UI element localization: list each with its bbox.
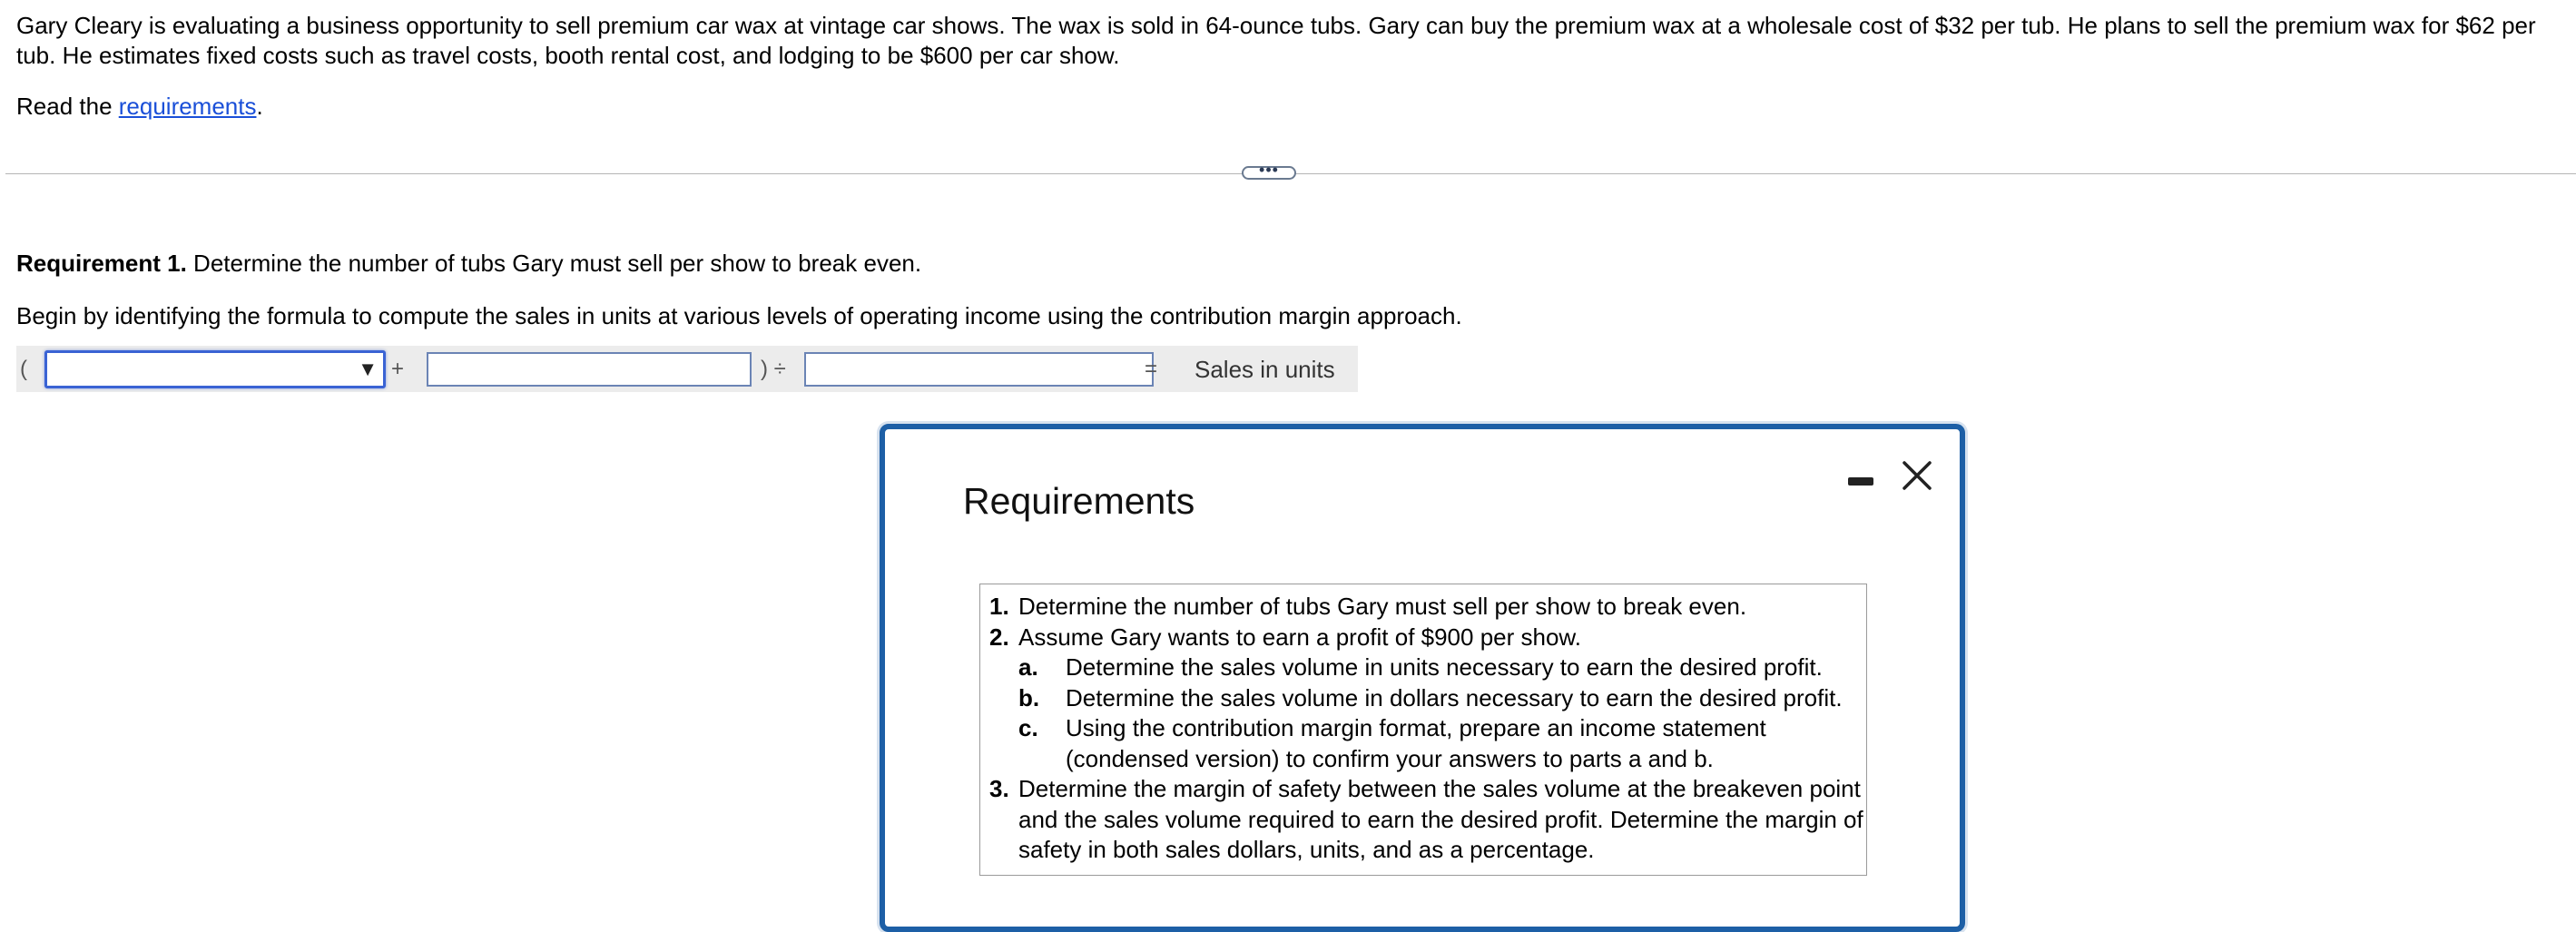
equals-sign: = [1145,357,1158,381]
requirement-1-label: Requirement 1. [16,250,187,277]
formula-dropdown[interactable] [44,350,386,388]
requirement-1-heading [16,249,921,279]
requirements-box [979,584,1867,876]
subitem-letter: a. [1018,653,1038,681]
expand-more-button[interactable] [1242,161,1296,180]
subitem-text: Determine the sales volume in units necessary to earn the desired profit. [1066,653,1823,681]
requirement-item [989,774,1866,866]
formula-row [16,346,1358,392]
subitem-letter: c. [1018,714,1038,741]
item-number: 3. [989,775,1009,802]
plus-sign: + [391,357,405,381]
result-label: Sales in units [1195,356,1335,383]
more-dots-icon: ••• [1259,161,1279,179]
open-paren: ( [20,357,27,381]
read-suffix: . [256,93,263,120]
item-text: Determine the margin of safety between the sales volume at the breakeven point and the sales volume required to earn the desired profit. Determine the margin of safety in both sales dollars, units, and as a percentage. [1018,775,1863,863]
read-prefix: Read the [16,93,119,120]
item-text: Assume Gary wants to earn a profit of $900 per show. [1018,623,1581,651]
item-number: 1. [989,593,1009,620]
requirement-subitem [1018,713,1866,774]
requirement-subitem [1018,683,1866,714]
read-requirements-line [16,92,263,122]
close-paren-divide: ) ÷ [761,357,786,381]
item-number: 2. [989,623,1009,651]
subitem-text: Using the contribution margin format, prepare an income statement (condensed version) to confirm your answers to parts a and b. [1066,714,1766,772]
close-icon[interactable] [1898,456,1936,495]
dialog-title: Requirements [963,480,1195,522]
requirement-1-text: Determine the number of tubs Gary must sell per show to break even. [186,250,922,277]
subitem-letter: b. [1018,683,1040,711]
dropdown-arrow-icon: ▼ [358,358,378,380]
requirements-dialog [880,424,1965,932]
requirement-item [989,592,1866,623]
item-text: Determine the number of tubs Gary must sell per show to break even. [1018,593,1747,620]
requirement-subitem [1018,652,1866,683]
formula-input-2[interactable] [804,352,1154,387]
requirements-link[interactable]: requirements [118,93,257,120]
formula-input-1[interactable] [427,352,752,387]
subitem-text: Determine the sales volume in dollars necessary to earn the desired profit. [1066,683,1843,711]
minimize-icon[interactable] [1848,477,1873,486]
formula-instruction: Begin by identifying the formula to compute the sales in units at various levels of operating income using the contribution margin approach. [16,302,1462,329]
requirement-item [989,623,1866,775]
problem-statement: Gary Cleary is evaluating a business opportunity to sell premium car wax at vintage car shows. The wax is sold in 64-ounce tubs. Gary can buy the premium wax at a wholesale cost of $32 per tub. He plans to sell the premium wax for $62 per tub. He estimates fixed costs such as travel costs, booth rental cost, and lodging to be $600 per car show. [16,12,2536,69]
